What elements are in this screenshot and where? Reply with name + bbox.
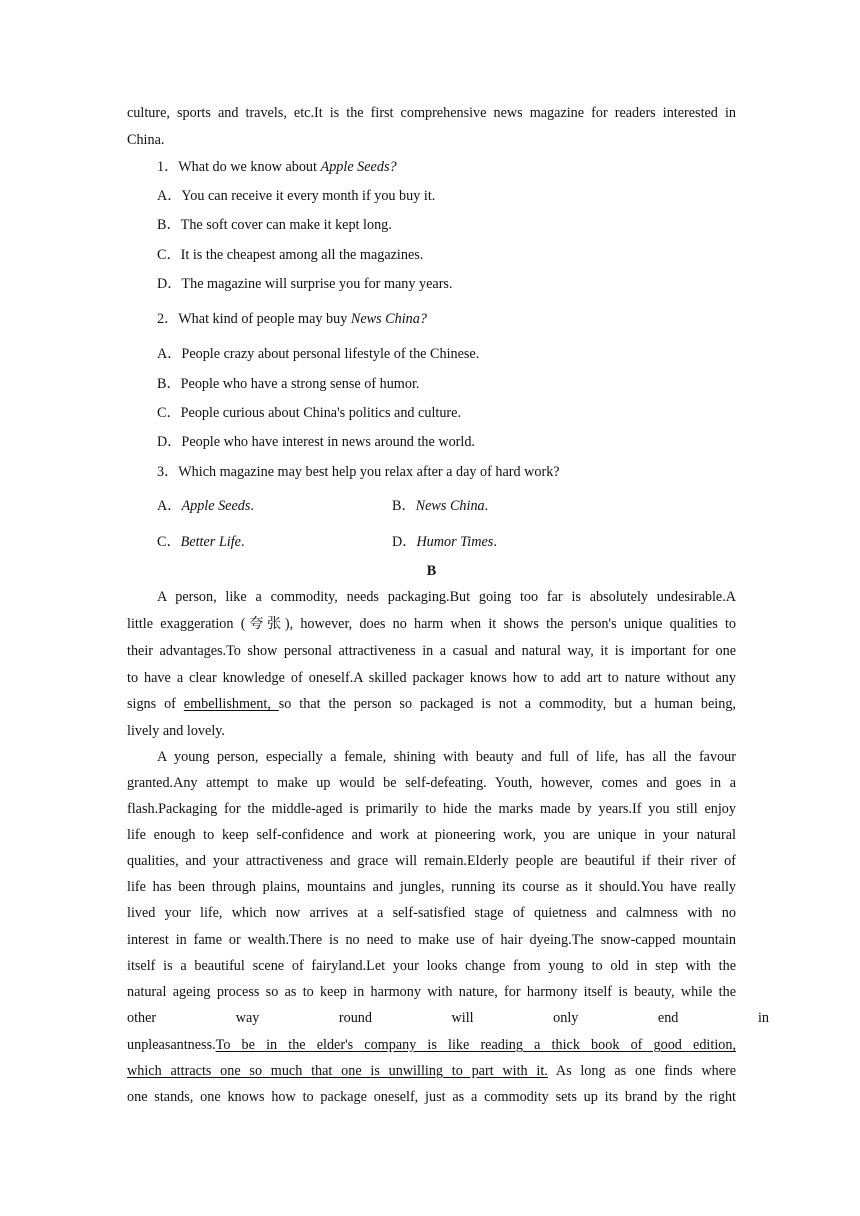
paragraph-line: other way round will only end in [127, 1010, 769, 1026]
q2-option-a[interactable]: A．People crazy about personal lifestyle of the Chinese. [157, 346, 480, 362]
paragraph-line: one stands, one knows how to package oneself, just as a commodity sets up its brand by the right [127, 1089, 736, 1105]
underlined-word: embellishment, [183, 696, 279, 712]
section-heading: B [426, 563, 437, 579]
paragraph-line: lived your life, which now arrives at a self-satisfied stage of quietness and calmness with no [127, 905, 736, 921]
paragraph-line: life has been through plains, mountains and jungles, running its course as it should.You have really [127, 879, 736, 895]
q3-option-c[interactable]: C．Better Life. [157, 534, 245, 550]
q3-options-row-2 [157, 532, 736, 552]
q1-option-c[interactable]: C．It is the cheapest among all the magazines. [157, 247, 424, 263]
q3-option-b[interactable]: B．News China. [392, 498, 489, 514]
question-3-stem: 3．Which magazine may best help you relax after a day of hard work? [157, 464, 560, 480]
q2-option-d[interactable]: D．People who have interest in news around the world. [157, 434, 475, 450]
question-1-stem: 1．What do we know about Apple Seeds? [157, 159, 397, 175]
paragraph-line: itself is a beautiful scene of fairyland.Let your looks change from young to old in step with the [127, 958, 736, 974]
paragraph-line: signs of embellishment, so that the person so packaged is not a commodity, but a human being, [127, 696, 736, 712]
q2-option-b[interactable]: B．People who have a strong sense of humor. [157, 376, 420, 392]
intro-line: China. [127, 132, 165, 148]
paragraph-line: A person, like a commodity, needs packaging.But going too far is absolutely undesirable.A [157, 589, 736, 605]
paragraph-line: qualities, and your attractiveness and grace will remain.Elderly people are beautiful if their river of [127, 853, 736, 869]
q3-options-row-1 [157, 496, 736, 516]
paragraph-line: life enough to keep self-confidence and work at pioneering work, you are unique in your natural [127, 827, 736, 843]
intro-line: culture, sports and travels, etc.It is the first comprehensive news magazine for readers interested in [127, 105, 736, 121]
paragraph-line: which attracts one so much that one is unwilling to part with it. As long as one finds where [127, 1063, 736, 1079]
question-2-stem: 2．What kind of people may buy News China? [157, 311, 427, 327]
paragraph-line: little exaggeration (夸张), however, does no harm when it shows the person's unique qualities to [127, 616, 736, 632]
paragraph-line: A young person, especially a female, shining with beauty and full of life, has all the favour [157, 749, 736, 765]
q3-option-d[interactable]: D．Humor Times. [392, 534, 497, 550]
q1-option-a[interactable]: A．You can receive it every month if you buy it. [157, 188, 436, 204]
q1-option-d[interactable]: D．The magazine will surprise you for many years. [157, 276, 453, 292]
q1-option-b[interactable]: B．The soft cover can make it kept long. [157, 217, 392, 233]
paragraph-line: to have a clear knowledge of oneself.A skilled packager knows how to add art to nature without any [127, 670, 736, 686]
magazine-title: News China? [350, 311, 427, 327]
paragraph-line: interest in fame or wealth.There is no need to make use of hair dyeing.The snow-capped mountain [127, 932, 736, 948]
paragraph-line: unpleasantness.To be in the elder's company is like reading a thick book of good edition, [127, 1037, 736, 1053]
paragraph-line: natural ageing process so as to keep in harmony with nature, for harmony itself is beauty, while the [127, 984, 736, 1000]
q3-option-a[interactable]: A．Apple Seeds. [157, 498, 254, 514]
paragraph-line: their advantages.To show personal attractiveness in a casual and natural way, it is important for one [127, 643, 736, 659]
magazine-title: Apple Seeds? [320, 159, 397, 175]
paragraph-line: granted.Any attempt to make up would be self-defeating. Youth, however, comes and goes in a [127, 775, 736, 791]
underlined-sentence: which attracts one so much that one is unwilling to part with it. [127, 1063, 548, 1079]
q2-option-c[interactable]: C．People curious about China's politics and culture. [157, 405, 461, 421]
underlined-sentence: To be in the elder's company is like reading a thick book of good edition, [215, 1037, 736, 1053]
paragraph-line: flash.Packaging for the middle-aged is primarily to hide the marks made by years.If you still enjoy [127, 801, 736, 817]
paragraph-line: lively and lovely. [127, 723, 225, 739]
